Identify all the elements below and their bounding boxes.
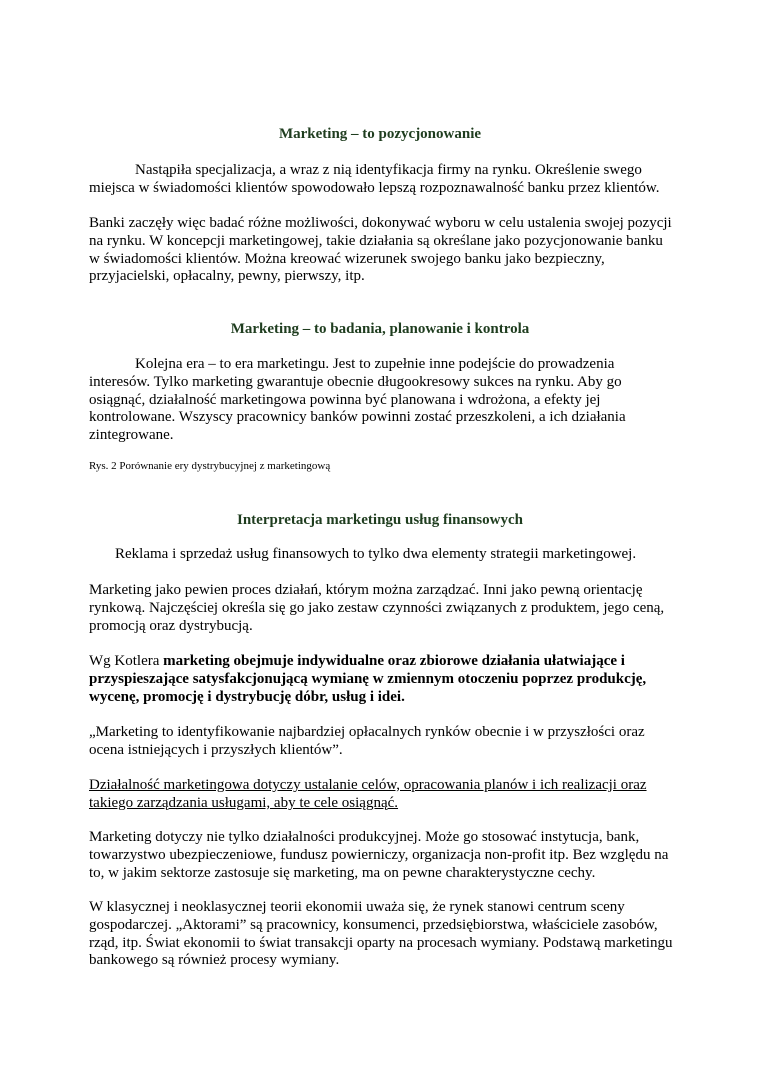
paragraph-underlined-definition: Działalność marketingowa dotyczy ustalanie celów, opracowania planów i ich realizacji oraz takiego zarządzania usługami, aby te cele osiągnąć. [89,777,647,811]
section-heading-financial-services: Interpretacja marketingu usług finansowych [237,512,523,528]
kotler-definition-bold: marketing obejmuje indywidualne oraz zbiorowe działania ułatwiające i przyspieszające satysfakcjonującą wymianę w zmiennym otoczeniu poprzez produkcję, wycenę, promocję i dystrybucję dóbr, usług i idei. [89,653,647,705]
figure-caption: Rys. 2 Porównanie ery dystrybucyjnej z marketingową [89,460,331,472]
paragraph-economic-theory: W klasycznej i neoklasycznej teorii ekonomii uważa się, że rynek stanowi centrum sceny gospodarczej. „Aktorami” są pracownicy, konsumenci, przedsiębiorstwa, właściciele zasobów, rząd, itp. Świat ekonomii to świat transakcji oparty na procesach wymiany. Podstawą marketingu bankowego są również procesy wymiany. [89,899,673,969]
paragraph-advertising-sales: Reklama i sprzedaż usług finansowych to tylko dwa elementy strategii marketingowej. [115,546,637,562]
kotler-prefix: Wg Kotlera [89,653,164,669]
paragraph-marketing-era: Kolejna era – to era marketingu. Jest to zupełnie inne podejście do prowadzenia interesów. Tylko marketing gwarantuje obecnie długookresowy sukces na rynku. Aby go osiągnąć, działalność marketingowa powinna być planowana i wdrożona, a efekty jej kontrolowane. Wszyscy pracownicy banków powinni zostać przeszkoleni, a ich działania zintegrowane. [89,356,626,444]
section-heading-research-planning: Marketing – to badania, planowanie i kontrola [230,321,530,337]
section-heading-positioning: Marketing – to pozycjonowanie [278,126,482,142]
paragraph-quote: „Marketing to identyfikowanie najbardziej opłacalnych rynków obecnie i w przyszłości oraz ocena istniejących i przyszłych klientów”. [89,724,645,758]
paragraph-marketing-process: Marketing jako pewien proces działań, którym można zarządzać. Inni jako pewną orientację rynkową. Najczęściej określa się go jako zestaw czynności związanych z produktem, jego ceną, promocją oraz dystrybucją. [89,582,665,634]
paragraph-bank-positioning: Banki zaczęły więc badać różne możliwości, dokonywać wyboru w celu ustalenia swojej pozycji na rynku. W koncepcji marketingowej, takie działania są określane jako pozycjonowanie banku w świadomości klientów. Można kreować wizerunek swojego banku jako bezpieczny, przyjacielski, opłacalny, pewny, pierwszy, itp. [89,215,672,285]
paragraph-kotler-definition [89,653,674,706]
paragraph-specialization: Nastąpiła specjalizacja, a wraz z nią identyfikacja firmy na rynku. Określenie swego miejsca w świadomości klientów spowodowało lepszą rozpoznawalność banku przez klientów. [89,162,660,196]
paragraph-sectors: Marketing dotyczy nie tylko działalności produkcyjnej. Może go stosować instytucja, bank, towarzystwo ubezpieczeniowe, fundusz powierniczy, organizacja non-profit itp. Bez względu na to, w jakim sektorze zastosuje się marketing, ma on pewne charakterystyczne cechy. [89,829,669,881]
